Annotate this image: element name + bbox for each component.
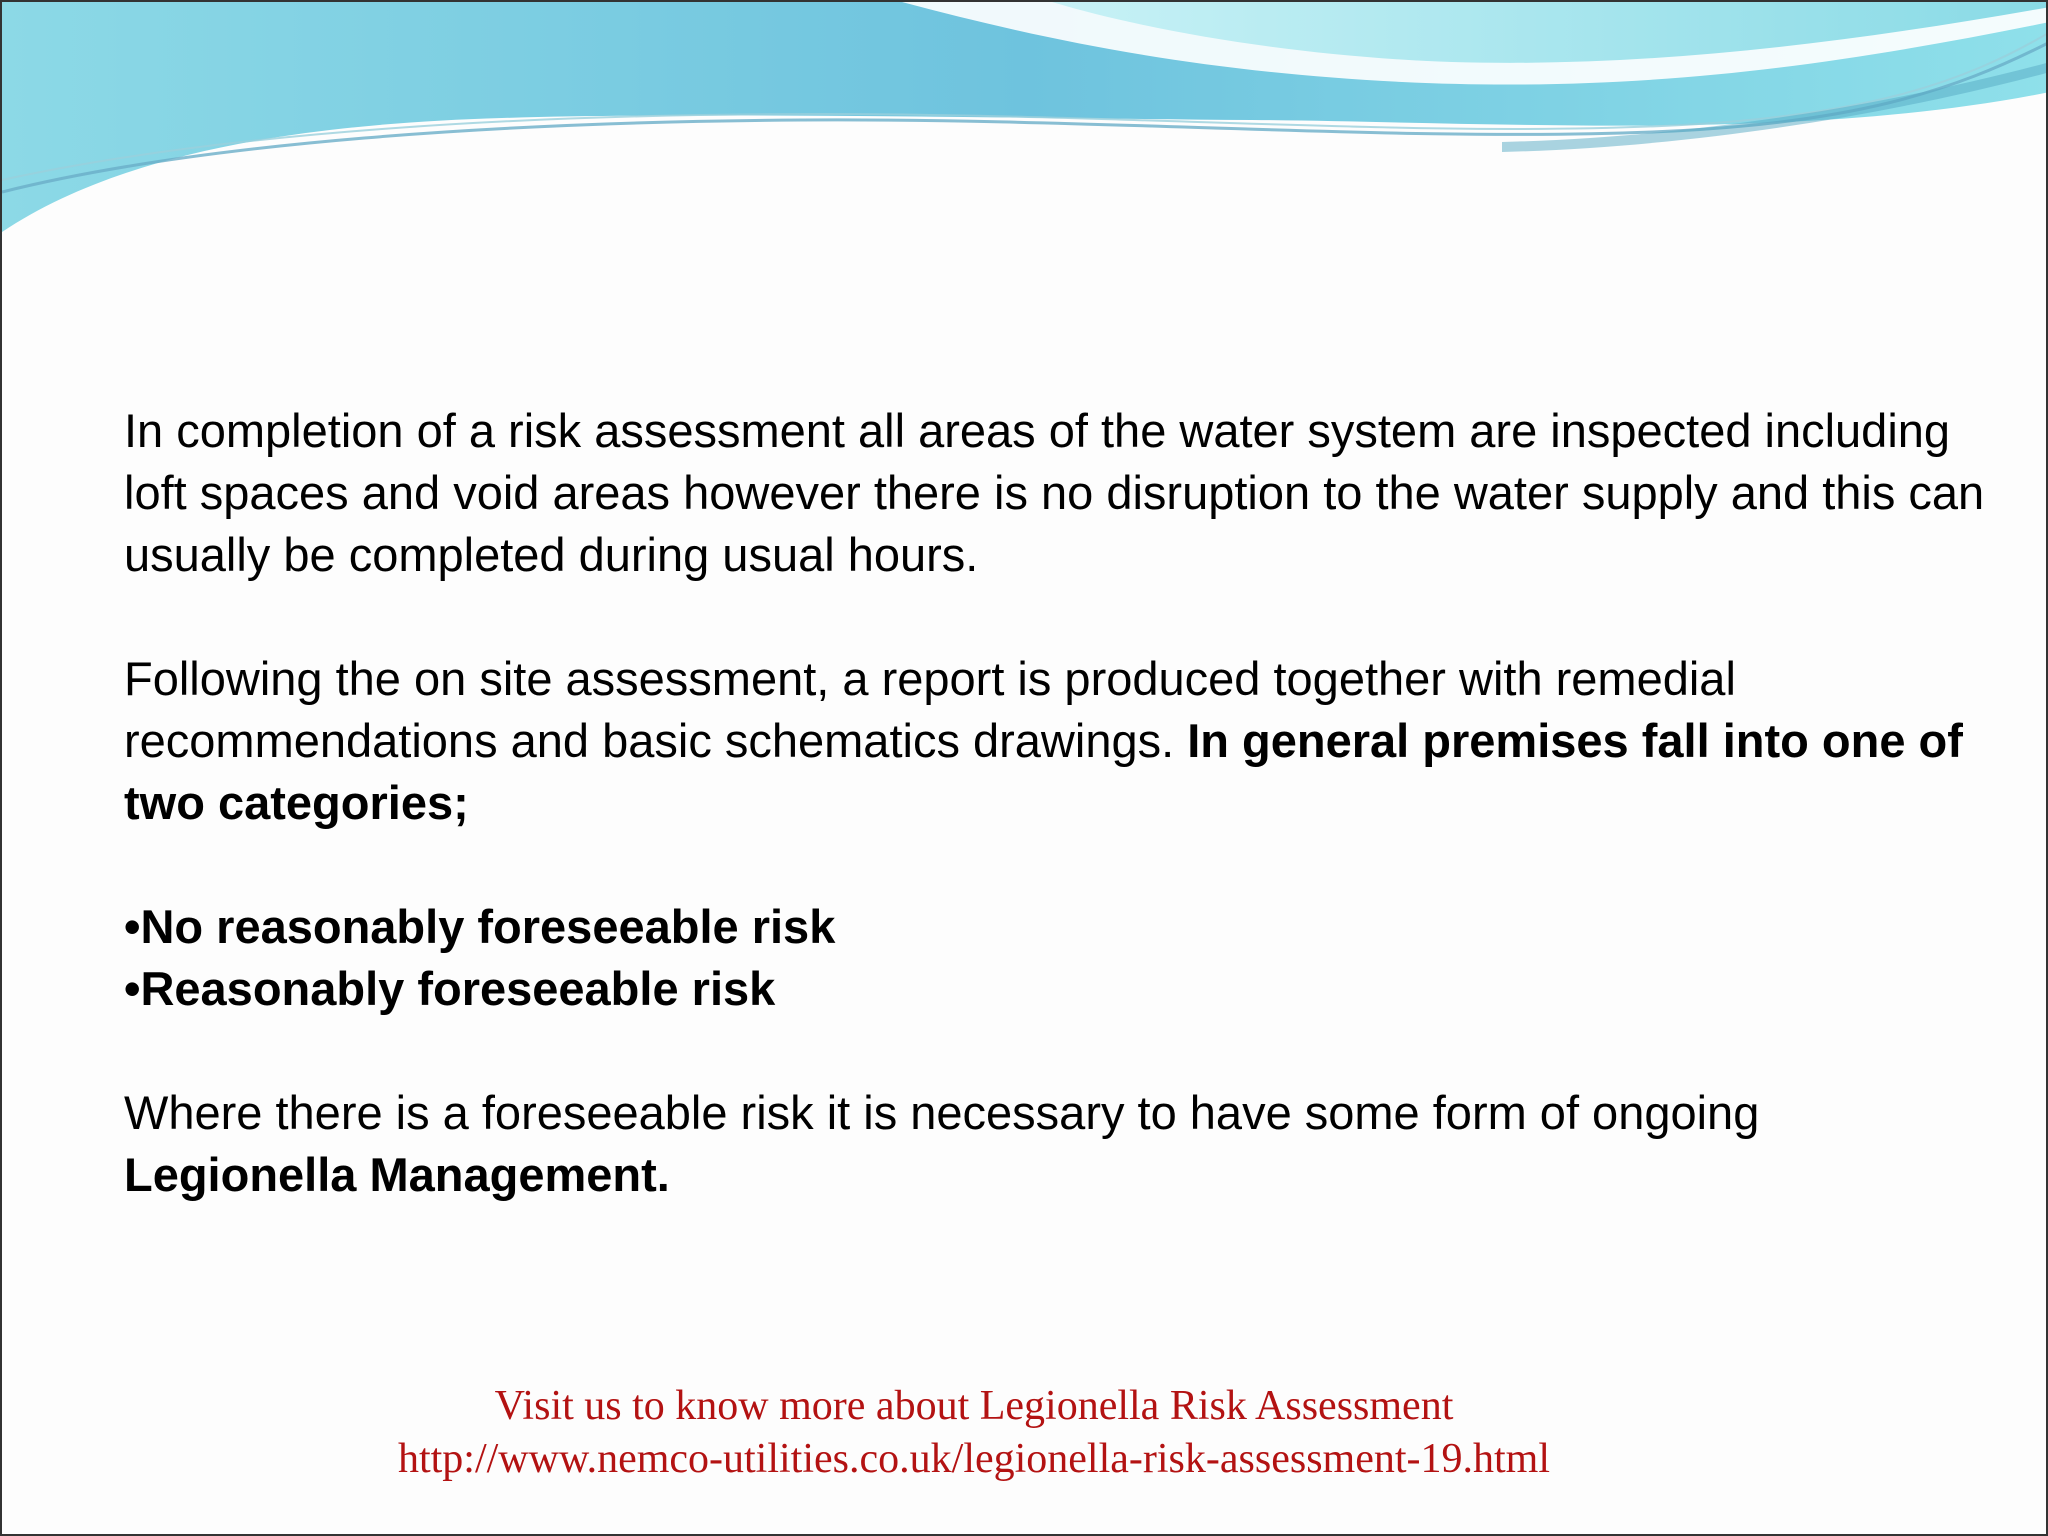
paragraph-report-regular: Following the on site assessment, a report is produced together with remedial recommendations and basic schematics drawings. [124,652,1736,767]
paragraph-report [124,648,2004,834]
footer-visit-text: Visit us to know more about Legionella Risk Assessment [494,1383,1454,1429]
list-item: •Reasonably foreseeable risk [124,962,776,1015]
list-item: •No reasonably foreseeable risk [124,900,836,953]
main-text-block [124,400,2004,1206]
paragraph-report-bold: In general premises fall into one of two categories; [124,714,1963,829]
category-list [124,896,2004,1020]
paragraph-management-regular: Where there is a foreseeable risk it is necessary to have some form of ongoing [124,1086,1760,1139]
footer-url-link[interactable]: http://www.nemco-utilities.co.uk/legionella-risk-assessment-19.html [397,1436,1551,1482]
wave-header-decoration [2,2,2048,242]
paragraph-management [124,1082,2004,1206]
paragraph-inspection: In completion of a risk assessment all areas of the water system are inspected including loft spaces and void areas however there is no disruption to the water supply and this can usually be completed during usual hours. [124,404,1985,581]
paragraph-management-bold: Legionella Management. [124,1148,670,1201]
